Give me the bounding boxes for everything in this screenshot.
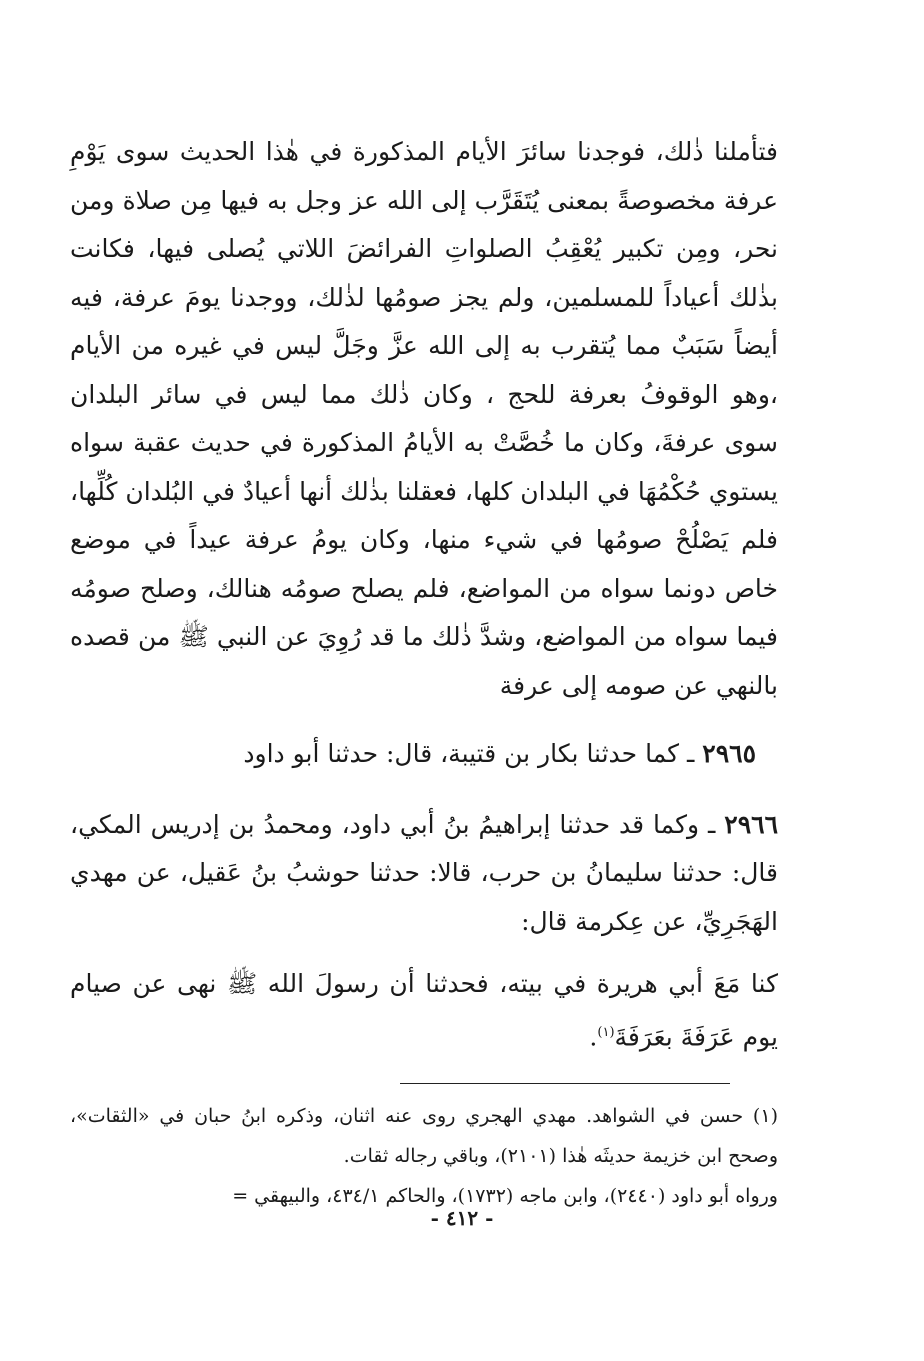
body-paragraph: فتأملنا ذٰلك، فوجدنا سائرَ الأيام المذكورة في هٰذا الحديث سوى يَوْمِ عرفة مخصوصةً بمعنى يُتَقَرَّب إلى الله عز وجل به فيها مِن صلاة ومن نحر، ومِن تكبير يُعْقِبُ الصلواتِ الفرائضَ اللاتي يُصلى فيها، فكانت بذٰلك أعياداً للمسلمين، ولم يجز صومُها لذٰلك، ووجدنا يومَ عرفة، فيه أيضاً سَبَبٌ مما يُتقرب به إلى الله عزَّ وجَلَّ ليس في غيره من الأيام ،وهو الوقوفُ بعرفة للحج ، وكان ذٰلك مما ليس في سائر البلدان سوى عرفةَ، وكان ما خُصَّتْ به الأيامُ المذكورة في حديث عقبة سواه يستوي حُكْمُهَا في البلدان كلها، فعقلنا بذٰلك أنها أعيادٌ في البُلدان كُلِّها، فلم يَصْلُحْ صومُها في شيء منها، وكان يومُ عرفة عيداً في موضع خاص دونما سواه من المواضع، فلم يصلح صومُه هنالك، وصلح صومُه فيما سواه من المواضع، وشدَّ ذٰلك ما قد رُوِيَ عن النبي ﷺ من قصده بالنهي عن صومه إلى عرفة: [70, 137, 778, 700]
footnote-separator: [400, 1083, 730, 1084]
matn-text: كنا مَعَ أبي هريرة في بيته، فحدثنا أن رسولَ الله ﷺ نهى عن صيام يوم عَرَفَةَ بعَرَفَةَ: [70, 969, 778, 1051]
hadith-isnad: وكما قد حدثنا إبراهيمُ بنُ أبي داود، ومحمدُ بن إدريس المكي، قال: حدثنا سليمانُ بن حرب، قالا: حدثنا حوشبُ بنُ عَقيل، عن مهدي الهَجَرِيِّ، عن عِكرمة قال:: [70, 809, 778, 936]
hadith-number: ٢٩٦٥: [702, 739, 756, 768]
hadith-separator: ـ: [679, 739, 703, 768]
hadith-matn: [70, 960, 778, 1061]
page-number: - ٤١٢ -: [430, 1206, 494, 1230]
matn-end: .: [589, 1021, 598, 1051]
hadith-text: كما حدثنا بكار بن قتيبة، قال: حدثنا أبو داود: [243, 739, 680, 768]
footnote-1: (١) حسن في الشواهد. مهدي الهجري روى عنه اثنان، وذكره ابنُ حبان في «الثقات»، وصحح ابن خزيمة حديثَه هٰذا (٢١٠١)، وباقي رجاله ثقات.: [70, 1105, 778, 1168]
hadith-number: ٢٩٦٦: [724, 809, 778, 839]
footnote-reference: (١): [597, 1024, 615, 1040]
hadith-separator: ـ: [699, 809, 725, 839]
page-content: [70, 128, 778, 1361]
footnotes: [70, 1096, 778, 1216]
hadith-2965: [70, 730, 778, 779]
footnote-1-continued: ورواه أبو داود (٢٤٤٠)، وابن ماجه (١٧٣٢)، والحاكم ٤٣٤/١، والبيهقي =: [232, 1185, 778, 1208]
hadith-2966: [70, 801, 778, 947]
